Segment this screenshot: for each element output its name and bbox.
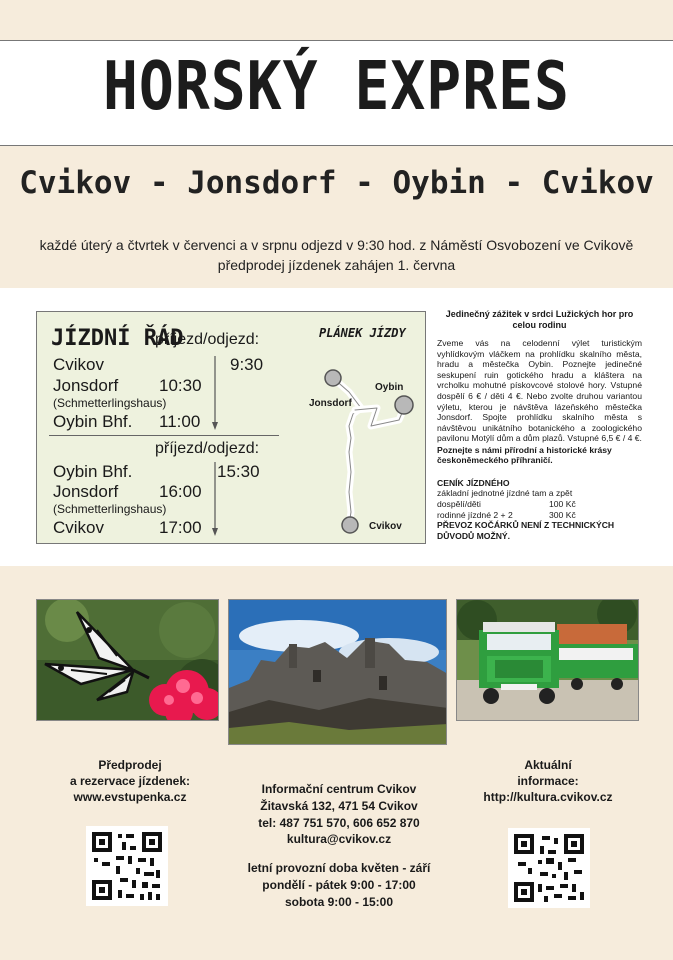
- info-center-email[interactable]: kultura@cvikov.cz: [286, 832, 392, 847]
- stop-note: (Schmetterlingshaus): [53, 502, 167, 516]
- arrow-down-icon: [209, 356, 221, 432]
- stop-time: 11:00: [159, 412, 201, 431]
- description-body: Zveme vás na celodenní výlet turistickým vyhlídkovým vláčkem na prohlídku skalního města, hradu a městečka Oybin. Poznejte jedinečné seskupení ruin gotického hradu a kláštera na vrcholku mohutné pískovcové stolové hory. Vstupné dospělí 6 € / děti 4 €. Nebo zvolte druhou variantou výletu, kterou je návštěva lázeňského městečka Jonsdorf. Spojte prohlídku skalního města s návštěvou unikátního botanického a zoologického pavilonu Motýlí dům a dům plazů. Vstupné 6,5 € / 4 €.: [437, 338, 642, 444]
- current-info: [462, 757, 634, 806]
- info-center: [226, 781, 452, 911]
- tourist-train-photo: [456, 599, 639, 721]
- info-center-phone: tel: 487 751 570, 606 652 870: [258, 815, 420, 830]
- top-band: [0, 0, 673, 40]
- stop-name: Oybin Bhf.: [53, 412, 133, 431]
- presale-info: [44, 757, 216, 806]
- map-label-oybin: Oybin: [375, 382, 404, 393]
- stop-name: Cvikov: [53, 355, 105, 374]
- description-highlight: Poznejte s námi přírodní a historické krásy českoněmeckého příhraničí.: [437, 444, 612, 466]
- stop-time: 9:30: [230, 355, 264, 374]
- route-line: [313, 322, 423, 537]
- timetable-column-label: příjezd/odjezd:: [155, 440, 260, 457]
- price-row: [437, 510, 642, 521]
- current-info-link[interactable]: http://kultura.cvikov.cz: [483, 790, 613, 805]
- presale-link[interactable]: www.evstupenka.cz: [73, 790, 187, 805]
- info-center-address: Žitavská 132, 471 54 Cvikov: [260, 798, 418, 813]
- price-intro: základní jednotné jízdné tam a zpět: [437, 488, 573, 499]
- map-title: PLÁNEK JÍZDY: [319, 326, 406, 340]
- price-label: rodinné jízdné 2 + 2: [437, 509, 513, 520]
- route-map: [309, 322, 423, 537]
- stop-name: Oybin Bhf.: [53, 462, 133, 481]
- info-center-name: Informační centrum Cvikov: [261, 782, 417, 796]
- price-value: 300 Kč: [549, 509, 576, 520]
- divider: [49, 435, 279, 436]
- price-label: dospělí/děti: [437, 499, 481, 509]
- opening-saturday: sobota 9:00 - 15:00: [284, 894, 394, 909]
- stop-name: Jonsdorf: [53, 376, 119, 395]
- butterfly-photo: [36, 599, 219, 721]
- stop-time: 17:00: [159, 518, 202, 537]
- price-row: [437, 499, 642, 510]
- current-info-line: Aktuální: [524, 758, 572, 772]
- description-block: [437, 309, 642, 541]
- qr-code-icon: [86, 826, 168, 906]
- stop-marker-icon: [323, 368, 343, 388]
- timetable-box: [36, 311, 426, 544]
- map-label-cvikov: Cvikov: [369, 521, 402, 532]
- presale-note: předprodej jízdenek zahájen 1. června: [217, 257, 456, 273]
- stop-time: 10:30: [159, 376, 202, 395]
- qr-code-icon: [508, 828, 590, 908]
- presale-line: Předprodej: [98, 758, 162, 772]
- schedule-note: každé úterý a čtvrtek v červenci a v srpnu odjezd v 9:30 hod. z Náměstí Osvobození ve Cvikově: [39, 237, 634, 253]
- poster-title: HORSKÝ EXPRES: [103, 46, 570, 126]
- price-value: 100 Kč: [549, 499, 576, 509]
- stop-name: Jonsdorf: [53, 482, 119, 501]
- route-heading: Cvikov - Jonsdorf - Oybin - Cvikov: [19, 165, 654, 201]
- stop-marker-icon: [393, 394, 415, 416]
- stop-time: 16:00: [159, 482, 202, 501]
- opening-weekdays: pondělí - pátek 9:00 - 17:00: [262, 877, 416, 892]
- stroller-note: PŘEVOZ KOČÁRKŮ NENÍ Z TECHNICKÝCH DŮVODŮ MOŽNÝ.: [437, 520, 615, 541]
- description-title: Jedinečný zážitek v srdci Lužických hor pro celou rodinu: [445, 309, 634, 331]
- opening-season: letní provozní doba květen - září: [247, 861, 431, 876]
- stop-note: (Schmetterlingshaus): [53, 396, 167, 410]
- map-label-jonsdorf: Jonsdorf: [309, 398, 352, 409]
- timetable-heading: JÍZDNÍ ŘÁD: [51, 326, 184, 351]
- stop-time: 15:30: [217, 462, 260, 481]
- price-heading: CENÍK JÍZDNÉHO: [437, 477, 510, 488]
- stop-name: Cvikov: [53, 518, 105, 537]
- stop-marker-icon: [340, 515, 360, 535]
- arrow-down-icon: [209, 462, 221, 538]
- castle-ruin-photo: [228, 599, 447, 745]
- presale-line: a rezervace jízdenek:: [69, 774, 191, 789]
- current-info-line: informace:: [517, 774, 579, 789]
- timetable-column-label: příjezd/odjezd:: [155, 331, 260, 348]
